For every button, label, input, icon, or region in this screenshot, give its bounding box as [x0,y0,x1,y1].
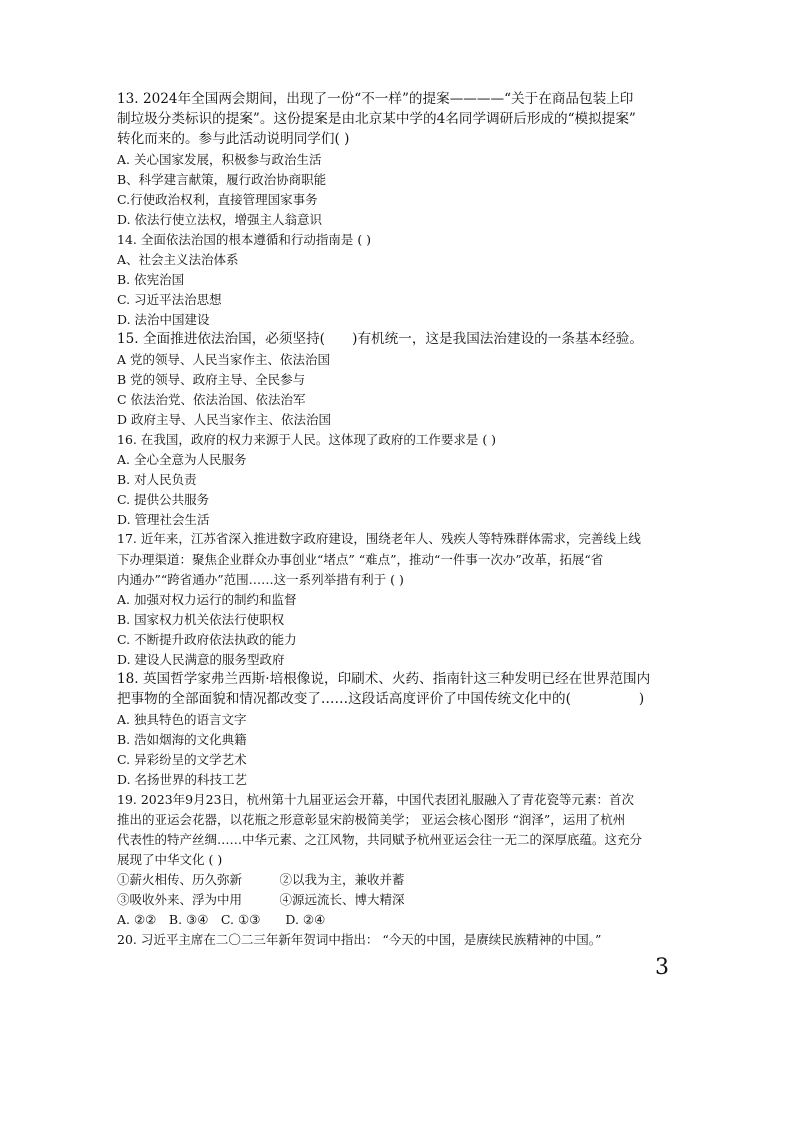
q19-stem-line-4: 展现了中华文化 ( ) [117,852,223,867]
q15-option-c: C 依法治党、依法治国、依法治军 [117,392,306,407]
q14-stem: 14. 全面依法治国的根本遵循和行动指南是 ( ) [117,232,372,247]
q19-stem-line-3: 代表性的特产丝绸……中华元素、之江风物，共同赋予杭州亚运会往一无二的深厚底蕴。这充分 [117,832,643,847]
q13-stem-line-2: 制垃圾分类标识的提案”。这份提案是由北京某中学的4名同学调研后形成的“模拟提案” [117,111,636,127]
q17-option-c: C. 不断提升政府依法执政的能力 [117,632,297,647]
q18-stem-line-2: 把事物的全部面貌和情况都改变了……这段话高度评价了中国传统文化中的( ) [117,691,645,707]
q13-option-a: A. 关心国家发展，积极参与政治生活 [117,152,322,167]
q16-stem: 16. 在我国，政府的权力来源于人民。这体现了政府的工作要求是 ( ) [117,432,497,447]
q16-option-a: A. 全心全意为人民服务 [117,452,247,467]
q19-statements-2: ③吸收外来、浮为中用 ④源远流长、博大精深 [117,892,405,907]
q14-option-d: D. 法治中国建设 [117,312,210,327]
q13-option-b: B、科学建言献策，履行政治协商职能 [117,172,327,187]
q16-option-c: C. 提供公共服务 [117,492,210,507]
q19-stem-line-2: 推出的亚运会花器，以花瓶之形意彰显宋韵极简美学； 亚运会核心图形 “润泽”，运用了杭州 [117,812,626,827]
q18-option-b: B. 浩如烟海的文化典籍 [117,732,247,747]
q19-answer-options: A. ②② B. ③④ C. ①③ D. ②④ [117,912,326,927]
q14-option-b: B. 依宪治国 [117,272,185,287]
q17-stem-line-1: 17. 近年来，江苏省深入推进数字政府建设，围绕老年人、残疾人等特殊群体需求，完善线上线 [117,531,641,546]
q17-option-b: B. 国家权力机关依法行使职权 [117,612,285,627]
q13-stem-line-3: 转化而来的。参与此活动说明同学们( ) [117,131,350,147]
q16-option-d: D. 管理社会生活 [117,512,210,527]
q17-stem-line-3: 内通办”“跨省通办”范围……这一系列举措有利于 ( ) [117,572,404,587]
q18-option-c: C. 异彩纷呈的文学艺术 [117,752,247,767]
q15-option-a: A 党的领导、人民当家作主、依法治国 [117,352,331,367]
q19-statements-1: ①薪火相传、历久弥新 ②以我为主，兼收并蓄 [117,872,405,887]
q17-option-d: D. 建设人民满意的服务型政府 [117,652,285,667]
q15-option-b: B 党的领导、政府主导、全民参与 [117,372,306,387]
q13-option-d: D. 依法行使立法权，增强主人翁意识 [117,212,323,227]
q14-option-c: C. 习近平法治思想 [117,292,222,307]
q16-option-b: B. 对人民负责 [117,472,197,487]
q13-option-c: C.行使政治权利，直接管理国家事务 [117,192,318,207]
q17-option-a: A. 加强对权力运行的制约和监督 [117,592,297,607]
q15-stem: 15. 全面推进依法治国，必须坚持( )有机统一，这是我国法治建设的一条基本经验。 [117,331,643,347]
q19-stem-line-1: 19. 2023年9月23日，杭州第十九届亚运会开幕，中国代表团礼服融入了青花瓷等元素：首次 [117,792,635,807]
q18-option-a: A. 独具特色的语言文字 [117,712,247,727]
q15-option-d: D 政府主导、人民当家作主、依法治国 [117,412,331,427]
q14-option-a: A、社会主义法治体系 [117,252,239,267]
q18-stem-line-1: 18. 英国哲学家弗兰西斯·培根像说，印刷术、火药、指南针这三种发明已经在世界范围内 [117,671,651,687]
page-number: 3 [655,955,669,980]
q13-stem-line-1: 13. 2024年全国两会期间，出现了一份“不一样”的提案————“关于在商品包装上印 [117,91,634,107]
q17-stem-line-2: 下办理渠道：聚焦企业群众办事创业“堵点” “难点”，推动“一件事一次办”改革，拓展“省 [117,552,604,567]
q20-stem-line-1: 20. 习近平主席在二〇二三年新年贺词中指出： “今天的中国，是赓续民族精神的中国。” [117,932,602,947]
q18-option-d: D. 名扬世界的科技工艺 [117,772,248,787]
